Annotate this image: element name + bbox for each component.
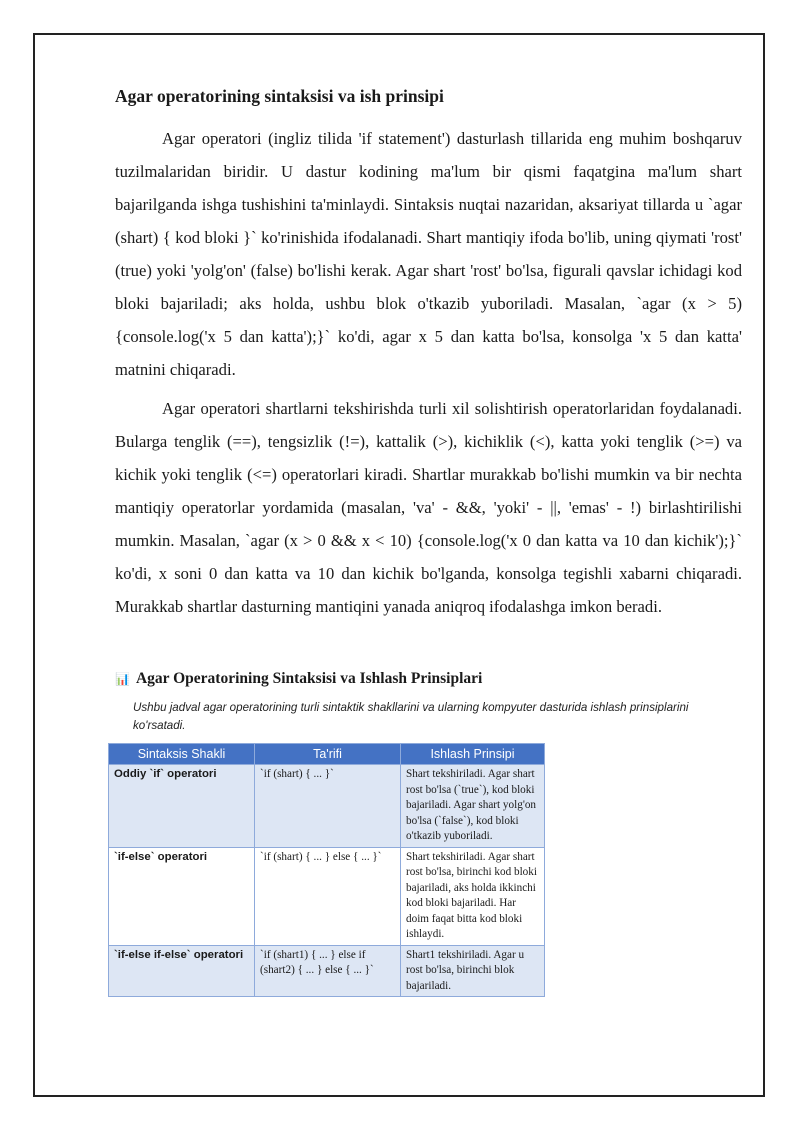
table-cell: `if (shart) { ... } else { ... }` xyxy=(255,847,401,945)
table-title-text: Agar Operatorining Sintaksisi va Ishlash Prinsiplari xyxy=(135,670,483,687)
table-cell: `if (shart) { ... }` xyxy=(255,765,401,848)
paragraph-1: Agar operatori (ingliz tilida 'if statement') dasturlash tillarida eng muhim boshqaruv tuzilmalaridan biridir. U dastur kodining ma'lum bir qismi faqatgina ma'lum shart bajarilganda ishga tushishini ta'minlaydi. Sintaksis nuqtai nazaridan, aksariyat tillarda u `agar (shart) { kod bloki }` ko'rinishida ifodalanadi. Shart mantiqiy ifoda bo'lib, uning qiymati 'rost' (true) yoki 'yolg'on' (false) bo'lishi kerak. Agar shart 'rost' bo'lsa, figurali qavslar ichidagi kod bloki bajariladi; aks holda, ushbu blok o'tkazib yuboriladi. Masalan, `agar (x > 5) {console.log('x 5 dan katta');}` ko'di, agar x 5 dan katta bo'lsa, konsolga 'x 5 dan katta' matnini chiqaradi. xyxy=(115,129,742,379)
column-header: Ta'rifi xyxy=(255,744,401,765)
table-caption: Ushbu jadval agar operatorining turli sintaktik shakllarini va ularning kompyuter dasturida ishlash prinsiplarini ko'rsatadi. xyxy=(133,701,689,732)
column-header: Sintaksis Shakli xyxy=(109,744,255,765)
table-row xyxy=(109,765,545,848)
table-title xyxy=(115,670,482,688)
table-cell: `if-else if-else` operatori xyxy=(109,945,255,997)
table-cell: Shart1 tekshiriladi. Agar u rost bo'lsa, birinchi blok bajariladi. xyxy=(401,945,545,997)
table-cell: Shart tekshiriladi. Agar shart rost bo'lsa (`true`), kod bloki bajariladi. Agar shart yolg'on bo'lsa (`false`), kod bloki o'tkazib yuboriladi. xyxy=(401,765,545,848)
chart-icon: 📊 xyxy=(115,672,130,686)
column-header: Ishlash Prinsipi xyxy=(401,744,545,765)
table-cell: `if-else` operatori xyxy=(109,847,255,945)
section-heading: Agar operatorining sintaksisi va ish prinsipi xyxy=(115,86,444,106)
table-cell: Shart tekshiriladi. Agar shart rost bo'lsa, birinchi kod bloki bajariladi, aks holda ikkinchi kod bloki bajariladi. Har doim faqat bitta kod bloki ishlaydi. xyxy=(401,847,545,945)
table-row xyxy=(109,847,545,945)
table-header-row xyxy=(109,744,545,765)
paragraph-2: Agar operatori shartlarni tekshirishda turli xil solishtirish operatorlaridan foydalanadi. Bularga tenglik (==), tengsizlik (!=), kattalik (>), kichiklik (<), katta yoki tenglik (>=) va kichik yoki tenglik (<=) operatorlari kiradi. Shartlar murakkab bo'lishi mumkin va bir nechta mantiqiy operatorlar yordamida (masalan, 'va' - &&, 'yoki' - ||, 'emas' - !) birlashtirilishi mumkin. Masalan, `agar (x > 0 && x < 10) {console.log('x 0 dan katta va 10 dan kichik');}` ko'di, x soni 0 dan katta va 10 dan kichik bo'lganda, konsolga tegishli xabarni chiqaradi. Murakkab shartlar dasturning mantiqini yanada aniqroq ifodalashga imkon beradi. xyxy=(115,399,742,616)
table-cell: `if (shart1) { ... } else if (shart2) { ... } else { ... }` xyxy=(255,945,401,997)
table-row xyxy=(109,945,545,997)
syntax-table xyxy=(108,743,545,997)
table-cell: Oddiy `if` operatori xyxy=(109,765,255,848)
